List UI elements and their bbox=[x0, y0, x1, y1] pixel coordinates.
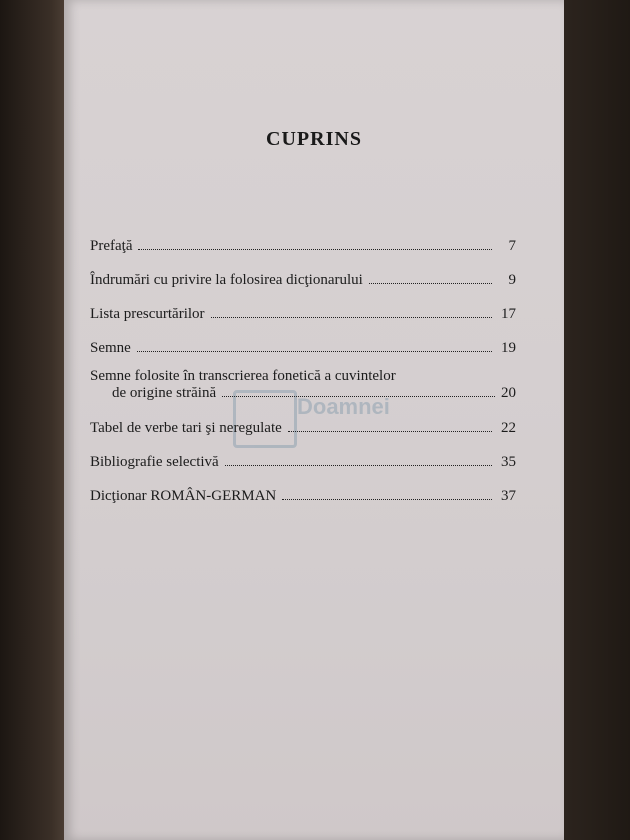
right-background bbox=[564, 0, 630, 840]
toc-page-number: 9 bbox=[508, 272, 516, 288]
toc-entry-label: Prefaţă bbox=[90, 238, 133, 254]
toc-entry-semne bbox=[90, 340, 516, 357]
toc-page-number: 7 bbox=[508, 238, 516, 254]
watermark-text: Doamnei bbox=[297, 394, 390, 419]
toc-leader-dots bbox=[369, 283, 492, 284]
toc-leader-dots bbox=[288, 431, 492, 432]
left-background bbox=[0, 0, 64, 840]
toc-page-number: 22 bbox=[501, 420, 516, 436]
toc-page-number: 35 bbox=[501, 454, 516, 470]
toc-page-number: 19 bbox=[501, 340, 516, 356]
toc-page-number: 17 bbox=[501, 306, 516, 322]
toc-page-number: 37 bbox=[501, 488, 516, 504]
toc-entry-label-continued: de origine străină bbox=[112, 385, 217, 401]
page-title: CUPRINS bbox=[266, 128, 362, 150]
toc-page-number: 20 bbox=[501, 385, 516, 401]
toc-entry-indrumari bbox=[90, 272, 516, 289]
toc-entry-lista-prescurtarilor bbox=[90, 306, 516, 323]
toc-entry-label: Semne bbox=[90, 340, 131, 356]
toc-entry-label: Bibliografie selectivă bbox=[90, 454, 219, 470]
toc-entry-label: Dicţionar ROMÂN-GERMAN bbox=[90, 488, 277, 504]
toc-leader-dots bbox=[225, 465, 492, 466]
toc-entry-dictionar bbox=[90, 488, 516, 505]
toc-entry-label: Semne folosite în transcrierea fonetică a cuvintelor bbox=[90, 368, 396, 384]
toc-leader-dots bbox=[222, 396, 495, 397]
toc-leader-dots bbox=[138, 249, 492, 250]
toc-leader-dots bbox=[137, 351, 492, 352]
toc-entry-semne-transcriere bbox=[90, 368, 516, 402]
toc-entry-tabel-verbe bbox=[90, 420, 516, 437]
toc-entry-prefata bbox=[90, 238, 516, 255]
toc-entry-label: Îndrumări cu privire la folosirea dicţionarului bbox=[90, 272, 363, 288]
toc-entry-label: Tabel de verbe tari şi neregulate bbox=[90, 420, 282, 436]
toc-leader-dots bbox=[211, 317, 492, 318]
toc-entry-bibliografie bbox=[90, 454, 516, 471]
toc-entry-continuation bbox=[90, 385, 516, 402]
toc-leader-dots bbox=[282, 499, 492, 500]
toc-entry-label: Lista prescurtărilor bbox=[90, 306, 205, 322]
